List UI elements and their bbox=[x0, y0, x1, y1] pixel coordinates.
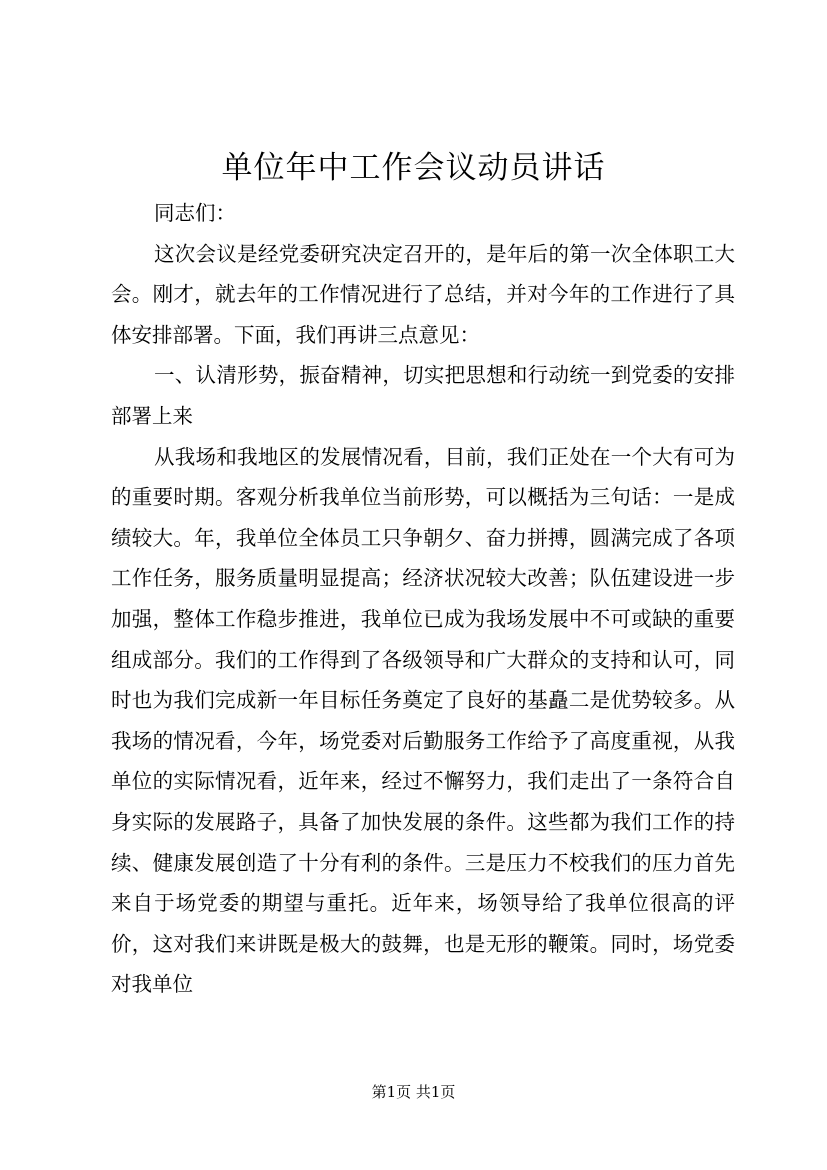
page-number-footer: 第1页 共1页 bbox=[371, 1083, 456, 1101]
document-title: 单位年中工作会议动员讲话 bbox=[221, 150, 606, 186]
document-body bbox=[111, 193, 735, 1005]
section-heading-paragraph: 一、认清形势，振奋精神，切实把思想和行动统一到党委的安排部署上来 bbox=[111, 363, 735, 428]
salutation-paragraph: 同志们： bbox=[154, 201, 237, 225]
body-paragraph: 从我场和我地区的发展情况看，目前，我们正处在一个大有可为的重要时期。客观分析我单位当前形势，可以概括为三句话：一是成绩较大。年，我单位全体员工只争朝夕、奋力拼搏，圆满完成了各项工作任务，服务质量明显提高；经济状况较大改善；队伍建设进一步加强，整体工作稳步推进，我单位已成为我场发展中不可或缺的重要组成部分。我们的工作得到了各级领导和广大群众的支持和认可，同时也为我们完成新一年目标任务奠定了良好的基矗二是优势较多。从我场的情况看，今年，场党委对后勤服务工作给予了高度重视，从我单位的实际情况看，近年来，经过不懈努力，我们走出了一条符合自身实际的发展路子，具备了加快发展的条件。这些都为我们工作的持续、健康发展创造了十分有利的条件。三是压力不校我们的压力首先来自于场党委的期望与重托。近年来，场领导给了我单位很高的评价，这对我们来讲既是极大的鼓舞，也是无形的鞭策。同时，场党委对我单位 bbox=[111, 444, 735, 997]
intro-paragraph: 这次会议是经党委研究决定召开的，是年后的第一次全体职工大会。刚才，就去年的工作情况进行了总结，并对今年的工作进行了具体安排部署。下面，我们再讲三点意见： bbox=[111, 241, 735, 347]
